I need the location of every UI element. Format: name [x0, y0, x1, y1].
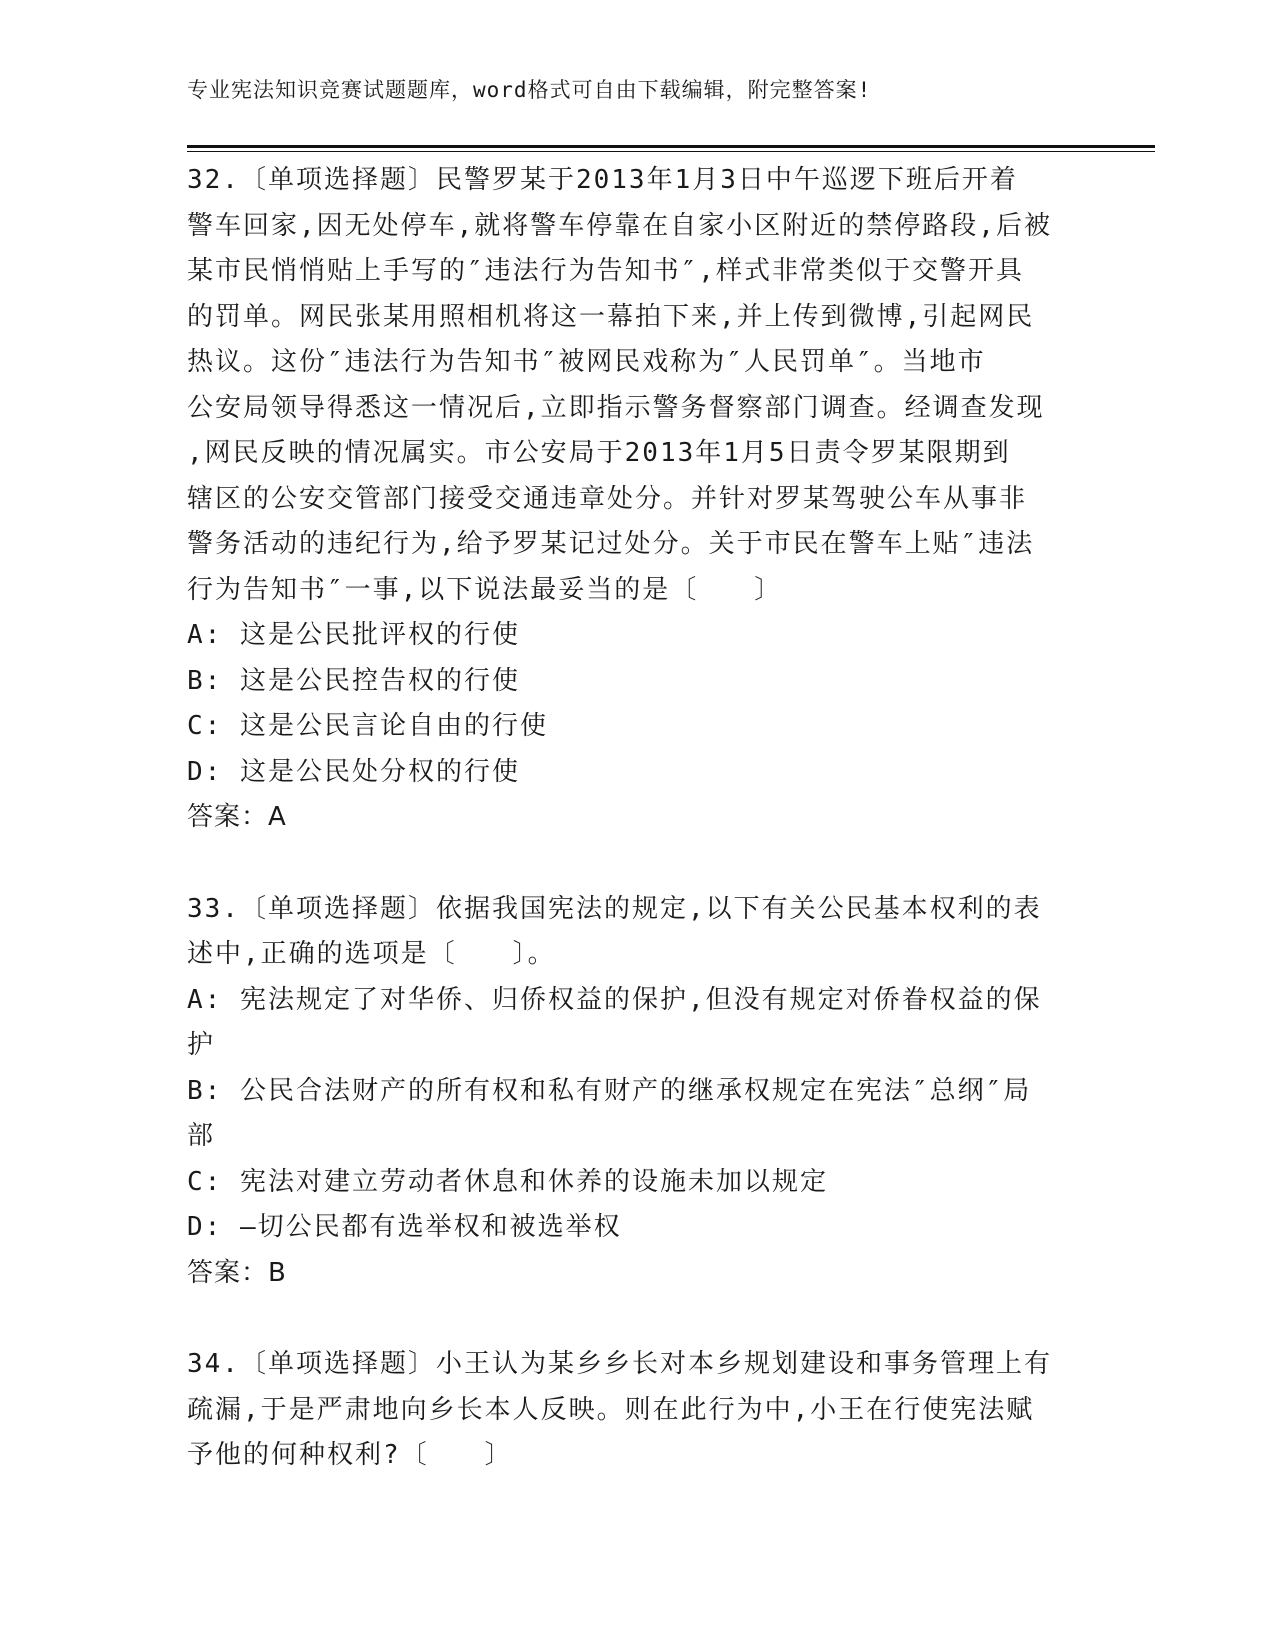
question-stem-line: 公安局领导得悉这一情况后,立即指示警务督察部门调查。经调查发现	[187, 392, 1045, 423]
question-list	[187, 158, 1087, 1479]
question-stem-line: 予他的何种权利?〔 〕	[187, 1440, 513, 1470]
option-b: B: 公民合法财产的所有权和私有财产的继承权规定在宪法″总纲″局	[187, 1075, 1032, 1106]
question-gap	[187, 1296, 1087, 1342]
option-d: D: —切公民都有选举权和被选举权	[187, 1212, 622, 1242]
header-note: 专业宪法知识竞赛试题题库，word格式可自由下载编辑，附完整答案!	[187, 78, 872, 102]
question-32	[187, 158, 1087, 841]
question-stem-line: 32.〔单项选择题〕民警罗某于2013年1月3日中午巡逻下班后开着	[187, 165, 1018, 195]
question-stem-line: 行为告知书″一事,以下说法最妥当的是〔 〕	[187, 574, 783, 605]
question-stem-line: 热议。这份″违法行为告知书″被网民戏称为″人民罚单″。当地市	[187, 347, 986, 377]
question-stem-line: 33.〔单项选择题〕依据我国宪法的规定,以下有关公民基本权利的表	[187, 893, 1042, 924]
answer-label: 答案：B	[187, 1257, 287, 1288]
question-stem-line: 某市民悄悄贴上手写的″违法行为告知书″,样式非常类似于交警开具	[187, 256, 1024, 286]
option-a: A: 这是公民批评权的行使	[187, 620, 520, 650]
question-stem-line: 述中,正确的选项是〔 〕。	[187, 939, 556, 969]
question-34	[187, 1342, 1087, 1479]
question-stem-line: 疏漏,于是严肃地向乡长本人反映。则在此行为中,小王在行使宪法赋	[187, 1394, 1035, 1425]
option-c: C: 这是公民言论自由的行使	[187, 711, 548, 741]
question-33	[187, 887, 1087, 1297]
question-stem-line: 警车回家,因无处停车,就将警车停靠在自家小区附近的禁停路段,后被	[187, 210, 1052, 241]
option-a: A: 宪法规定了对华侨、归侨权益的保护,但没有规定对侨眷权益的保	[187, 984, 1042, 1015]
header-rule-thin	[187, 151, 1155, 152]
question-stem-line: 34.〔单项选择题〕小王认为某乡乡长对本乡规划建设和事务管理上有	[187, 1349, 1052, 1379]
option-b-continued: 部	[187, 1121, 216, 1151]
question-stem-line: 警务活动的违纪行为,给予罗某记过处分。关于市民在警车上贴″违法	[187, 529, 1035, 559]
question-stem-line: 的罚单。网民张某用照相机将这一幕拍下来,并上传到微博,引起网民	[187, 301, 1035, 332]
option-c: C: 宪法对建立劳动者休息和休养的设施未加以规定	[187, 1166, 828, 1197]
question-stem-line: 辖区的公安交管部门接受交通违章处分。并针对罗某驾驶公车从事非	[187, 483, 1028, 514]
question-gap	[187, 841, 1087, 887]
option-b: B: 这是公民控告权的行使	[187, 665, 520, 696]
option-d: D: 这是公民处分权的行使	[187, 756, 520, 787]
option-a-continued: 护	[187, 1030, 216, 1060]
question-stem-line: ,网民反映的情况属实。市公安局于2013年1月5日责令罗某限期到	[187, 438, 1011, 468]
header-rule-thick	[187, 145, 1155, 148]
answer-label: 答案：A	[187, 802, 287, 832]
